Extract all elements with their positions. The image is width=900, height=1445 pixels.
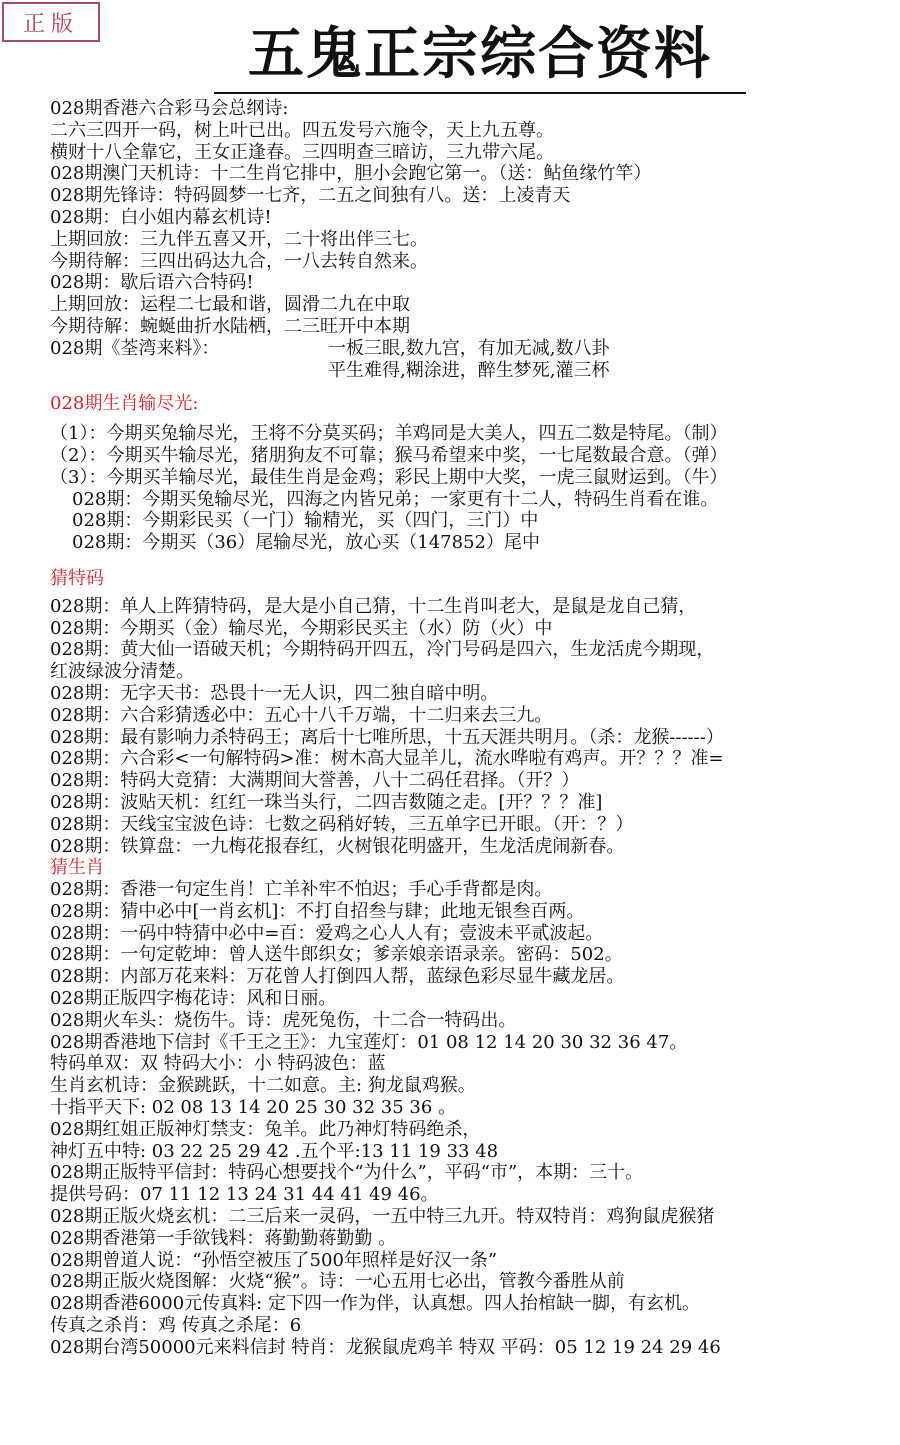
text-line: 028期火车头：烧伤牛。诗：虎死兔伤，十二合一特码出。 (50, 1009, 517, 1031)
text-line: 028期：今期买（36）尾输尽光，放心买（147852）尾中 (72, 532, 540, 554)
guess-special-block (50, 596, 895, 858)
text-line: 上期回放：运程二七最和谐，圆滑二九在中取 (50, 294, 410, 316)
text-line: 028期香港第一手欲钱料：蒋勤勤蒋勤勤 。 (50, 1227, 397, 1249)
text-line: 028期正版四字梅花诗：风和日丽。 (50, 988, 337, 1010)
text-line: 红波绿波分清楚。 (50, 661, 194, 683)
title-underline (214, 92, 746, 94)
guess-zodiac-block (50, 879, 895, 1359)
text-line: 028期曾道人说：“孙悟空被压了500年照样是好汉一条” (50, 1249, 498, 1271)
section-heading-guess-zodiac: 猜生肖 (50, 857, 104, 879)
text-line: 028期澳门天机诗：十二生肖它排中，胆小会跑它第一。（送：鲇鱼缘竹竿） (50, 163, 652, 185)
text-line: 028期：今期买兔输尽光，四海之内皆兄弟；一家更有十二人，特码生肖看在谁。 (72, 488, 719, 510)
text-line: 传真之杀肖：鸡 传真之杀尾：6 (50, 1315, 302, 1337)
text-line: 028期香港地下信封《千王之王》：九宝莲灯：01 08 12 14 20 30 32 36 47。 (50, 1031, 688, 1053)
text-line: 028期台湾50000元来料信封 特肖：龙猴鼠虎鸡羊 特双 平码：05 12 19 24 29 46 (50, 1336, 721, 1358)
tsuen-wan-poem (50, 338, 895, 382)
text-line: 028期：六合彩<一句解特码>准：树木高大显羊儿，流水哗啦有鸡声。开？？？准= (50, 748, 724, 770)
text-line: 特码单双：双 特码大小：小 特码波色：蓝 (50, 1053, 386, 1075)
text-line: 028期：一码中特猜中必中=百：爱鸡之心人人有；壹波未平贰波起。 (50, 922, 604, 944)
text-line: （2）：今期买牛输尽光，猪朋狗友不可靠；猴马希望来中奖，一七尾数最合意。（弹） (50, 444, 728, 466)
poem-line: 平生难得,糊涂进，醉生梦死,灌三杯 (328, 359, 610, 381)
poem-heading: 028期《荃湾来料》： (50, 337, 220, 359)
poem-line: 一板三眼,数九宫，有加无减,数八卦 (328, 337, 610, 359)
text-line: 028期红姐正版神灯禁支：兔羊。此乃神灯特码绝杀， (50, 1118, 481, 1140)
text-line: 028期正版火烧图解：火烧“猴”。诗：一心五用七必出，管教今番胜从前 (50, 1271, 625, 1293)
text-line: 028期：单人上阵猜特码，是大是小自己猜，十二生肖叫老大，是鼠是龙自己猜， (50, 595, 697, 617)
section-heading-zodiac-lose: 028期生肖输尽光: (50, 393, 199, 415)
text-line: 上期回放：三九伴五喜又开，二十将出伴三七。 (50, 228, 428, 250)
text-line: 十指平天下: 02 08 13 14 20 25 30 32 35 36 。 (50, 1097, 457, 1119)
poem-lines (328, 338, 609, 382)
text-line: 028期：白小姐内幕玄机诗! (50, 206, 272, 228)
text-line: 028期：黄大仙一语破天机；今期特码开四五，冷门号码是四六，生龙活虎今期现， (50, 639, 715, 661)
text-line: 028期香港六合彩马会总纲诗: (50, 98, 289, 119)
text-line: 神灯五中特: 03 22 25 29 42 .五个平:13 11 19 33 48 (50, 1140, 499, 1162)
text-line: 提供号码：07 11 12 13 24 31 44 41 49 46。 (50, 1184, 439, 1206)
text-line: 今期待解：三四出码达九合，一八去转自然来。 (50, 250, 428, 272)
genuine-stamp: 正版 (2, 2, 100, 42)
text-line: （3）：今期买羊输尽光，最佳生肖是金鸡；彩民上期中大奖，一虎三鼠财运到。（牛） (50, 466, 728, 488)
text-line: 028期正版火烧玄机：二三后来一灵码，一五中特三九开。特双特肖：鸡狗鼠虎猴猪 (50, 1206, 715, 1228)
text-line: 028期：一句定乾坤：曾人送牛郎织女；爹亲娘亲语录亲。密码：502。 (50, 944, 623, 966)
text-line: 生肖玄机诗：金猴跳跃，十二如意。主: 狗龙鼠鸡猴。 (50, 1075, 476, 1097)
text-line: 028期：天线宝宝波色诗：七数之码稍好转，三五单字已开眼。（开：？） (50, 813, 634, 835)
section-heading-guess-special: 猜特码 (50, 567, 104, 589)
text-line: 二六三四开一码，树上叶已出。四五发号六施令，天上九五尊。 (50, 119, 554, 141)
text-line: 028期：今期彩民买（一门）输精光，买（四门，三门）中 (72, 510, 539, 532)
document-body (50, 98, 895, 1359)
intro-block (50, 98, 895, 381)
zodiac-lose-block (50, 423, 895, 554)
text-line: 028期：香港一句定生肖！亡羊补牢不怕迟；手心手背都是肉。 (50, 879, 553, 901)
text-line: 028期香港6000元传真料: 定下四一作为伴，认真想。四人抬棺缺一脚，有玄机。 (50, 1293, 700, 1315)
text-line: 028期：无字天书：恐畏十一无人识，四二独自暗中明。 (50, 682, 499, 704)
text-line: 横财十八全靠它，王女正逢春。三四明查三暗访，三九带六尾。 (50, 141, 554, 163)
text-line: 028期：波贴天机：红红一珠当头行，二四吉数随之走。[开？？？准] (50, 791, 603, 813)
text-line: 028期正版特平信封：特码心想要找个“为什么”，平码“市”，本期：三十。 (50, 1162, 644, 1184)
text-line: 028期先锋诗：特码圆梦一七齐，二五之间独有八。送：上凌青天 (50, 185, 571, 207)
text-line: 028期：铁算盘：一九梅花报春红，火树银花明盛开，生龙活虎闹新春。 (50, 835, 625, 857)
text-line: 今期待解：蜿蜒曲折水陆栖，二三旺开中本期 (50, 315, 410, 337)
text-line: 028期：猜中必中[一肖玄机]：不打自招叁与肆；此地无银叁百两。 (50, 900, 585, 922)
text-line: 028期：六合彩猜透必中：五心十八千万端，十二归来去三九。 (50, 704, 553, 726)
text-line: 028期：最有影响力杀特码王；离后十七唯所思，十五天涯共明月。（杀：龙猴------） (50, 726, 724, 748)
text-line: （1）：今期买兔输尽光，王将不分莫买码；羊鸡同是大美人，四五二数是特尾。（制） (50, 423, 728, 445)
page-title: 五鬼正宗综合资料 (248, 21, 712, 87)
text-line: 028期：内部万花来料：万花曾人打倒四人帮，蓝绿色彩尽显牛藏龙居。 (50, 966, 625, 988)
text-line: 028期：今期买（金）输尽光，今期彩民买主（水）防（火）中 (50, 617, 553, 639)
text-line: 028期：歇后语六合特码! (50, 272, 254, 294)
text-line: 028期：特码大竞猜：大满期间大誉善，八十二码任君择。（开？） (50, 770, 580, 792)
